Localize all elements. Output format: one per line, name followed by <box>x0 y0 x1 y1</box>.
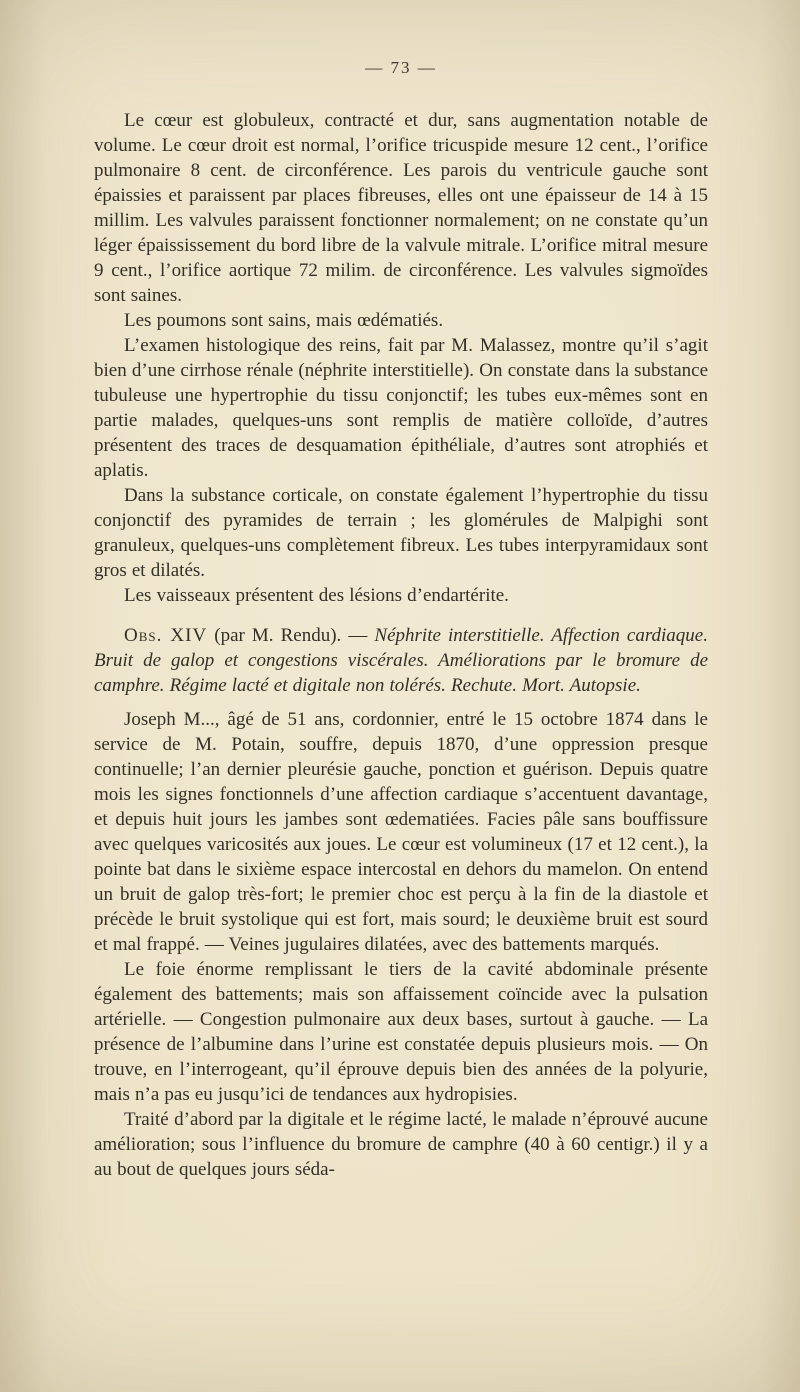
observation-heading <box>94 623 708 698</box>
paragraph-cortical-substance: Dans la substance corticale, on constate également l’hypertrophie du tissu conjonctif des pyramides de terrain ; les glomérules de Malpighi sont granuleux, quelques-uns complètement fibreux. Les tubes interpyramidaux sont gros et dilatés. <box>94 485 708 581</box>
paragraph-liver-findings: Le foie énorme remplissant le tiers de la cavité abdominale présente également des battements; mais son affaissement coïncide avec la pulsation artérielle. — Congestion pulmonaire aux deux bases, surtout à gauche. — La présence de l’albumine dans l’urine est constatée depuis plusieurs mois. — On trouve, en l’interrogeant, qu’il éprouve depuis bien des années de la polyurie, mais n’a pas eu jusqu’ici de tendances aux hydropisies. <box>94 959 708 1105</box>
observation-label: Obs. XIV <box>124 625 208 646</box>
paragraph-lung-findings: Les poumons sont sains, mais œdématiés. <box>124 310 444 331</box>
observation-attribution: (par M. Rendu). — <box>207 625 375 646</box>
paragraph-kidney-histology: L’examen histologique des reins, fait par M. Malassez, montre qu’il s’agit bien d’une cirrhose rénale (néphrite interstitielle). On constate dans la substance tubuleuse une hypertrophie du tissu conjonctif; les tubes eux-mêmes sont en partie malades, quelques-uns sont remplis de matière colloïde, d’autres présentent des traces de desquamation épithéliale, d’autres sont atrophiés et aplatis. <box>94 335 708 481</box>
paragraph-heart-findings: Le cœur est globuleux, contracté et dur, sans augmentation notable de volume. Le cœur droit est normal, l’orifice tricuspide mesure 12 cent., l’orifice pulmonaire 8 cent. de circonférence. Les parois du ventricule gauche sont épaissies et paraissent par places fibreuses, elles ont une épaisseur de 14 à 15 millim. Les valvules paraissent fonctionner normalement; on ne constate qu’un léger épaississement du bord libre de la valvule mitrale. L’orifice mitral mesure 9 cent., l’orifice aortique 72 milim. de circonférence. Les valvules sigmoïdes sont saines. <box>94 110 708 306</box>
observation-summary: Néphrite interstitielle. Affection cardiaque. Bruit de galop et congestions viscérales. Améliorations par le bromure de camphre. Régime lacté et digitale non tolérés. Rechute. Mort. Autopsie. <box>94 625 708 696</box>
page-number: — 73 — <box>365 58 437 77</box>
paragraph-vessels: Les vaisseaux présentent des lésions d’endartérite. <box>124 585 509 606</box>
paragraph-patient-history: Joseph M..., âgé de 51 ans, cordonnier, entré le 15 octobre 1874 dans le service de M. Potain, souffre, depuis 1870, d’une oppression presque continuelle; l’an dernier pleurésie gauche, ponction et guérison. Depuis quatre mois les signes fonctionnels d’une affection cardiaque s’accentuent davantage, et depuis huit jours les jambes sont œdematiées. Facies pâle sans bouffissure avec quelques varicosités aux joues. Le cœur est volumineux (17 et 12 cent.), la pointe bat dans le sixième espace intercostal en dehors du mamelon. On entend un bruit de galop très-fort; le premier choc est perçu à la fin de la diastole et précède le bruit systolique qui est fort, mais sourd; le deuxième bruit est sourd et mal frappé. — Veines jugulaires dilatées, avec des battements marqués. <box>94 709 708 955</box>
paragraph-treatment: Traité d’abord par la digitale et le régime lacté, le malade n’éprouvé aucune amélioration; sous l’influence du bromure de camphre (40 à 60 centigr.) il y a au bout de quelques jours séda- <box>94 1109 708 1180</box>
